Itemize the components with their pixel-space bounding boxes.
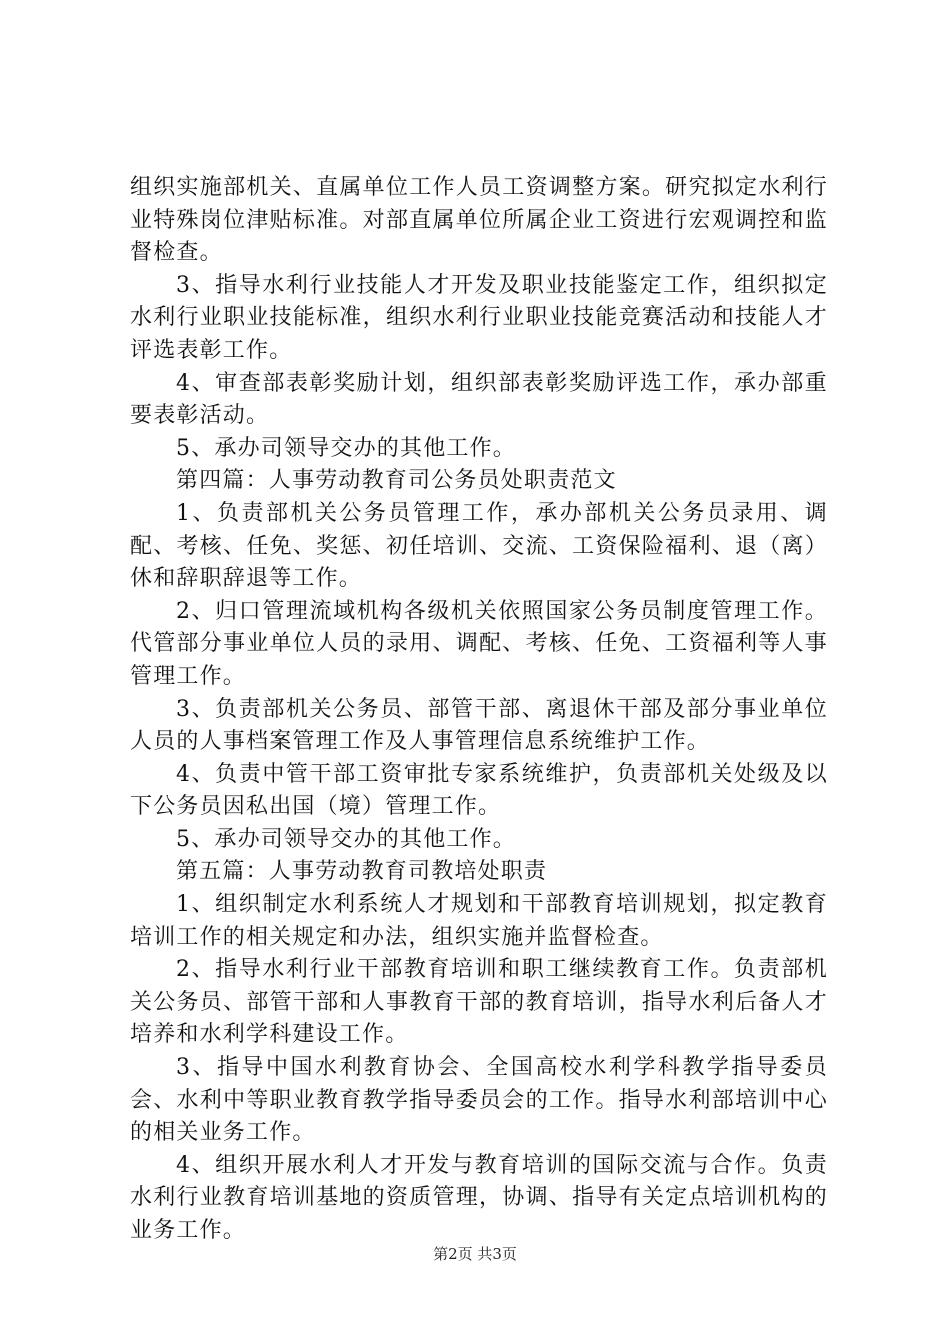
page-footer: 第2页 共3页 (433, 1245, 517, 1263)
paragraph-continuation: 组织实施部机关、直属单位工作人员工资调整方案。研究拟定水利行业特殊岗位津贴标准。对部直属单位所属企业工资进行宏观调控和监督检查。 (130, 175, 828, 266)
paragraph-item-2: 2、归口管理流域机构各级机关依照国家公务员制度管理工作。代管部分事业单位人员的录用、调配、考核、任免、工资福利等人事管理工作。 (130, 598, 828, 689)
paragraph-item-3: 3、负责部机关公务员、部管干部、离退休干部及部分事业单位人员的人事档案管理工作及人事管理信息系统维护工作。 (130, 696, 828, 755)
paragraph-item-4: 4、负责中管干部工资审批专家系统维护，负责部机关处级及以下公务员因私出国（境）管理工作。 (130, 761, 828, 820)
paragraph-item-4: 4、审查部表彰奖励计划，组织部表彰奖励评选工作，承办部重要表彰活动。 (130, 370, 828, 429)
paragraph-item-2: 2、指导水利行业干部教育培训和职工继续教育工作。负责部机关公务员、部管干部和人事教育干部的教育培训，指导水利后备人才培养和水利学科建设工作。 (130, 957, 828, 1048)
paragraph-item-3: 3、指导中国水利教育协会、全国高校水利学科教学指导委员会、水利中等职业教育教学指导委员会的工作。指导水利部培训中心的相关业务工作。 (130, 1055, 828, 1146)
section-heading-4: 第四篇：人事劳动教育司公务员处职责范文 (176, 468, 617, 494)
paragraph-item-4: 4、组织开展水利人才开发与教育培训的国际交流与合作。负责水利行业教育培训基地的资质管理，协调、指导有关定点培训机构的业务工作。 (130, 1152, 828, 1243)
paragraph-item-3: 3、指导水利行业技能人才开发及职业技能鉴定工作，组织拟定水利行业职业技能标准，组织水利行业职业技能竞赛活动和技能人才评选表彰工作。 (130, 272, 828, 363)
document-body (130, 172, 828, 1248)
paragraph-item-1: 1、组织制定水利系统人才规划和干部教育培训规划，拟定教育培训工作的相关规定和办法，组织实施并监督检查。 (130, 892, 828, 950)
section-heading-5: 第五篇：人事劳动教育司教培处职责 (176, 859, 548, 885)
paragraph-item-5: 5、承办司领导交办的其他工作。 (176, 826, 516, 852)
paragraph-item-1: 1、负责部机关公务员管理工作，承办部机关公务员录用、调配、考核、任免、奖惩、初任培训、交流、工资保险福利、退（离）休和辞职辞退等工作。 (130, 500, 828, 592)
paragraph-item-5: 5、承办司领导交办的其他工作。 (176, 435, 516, 461)
